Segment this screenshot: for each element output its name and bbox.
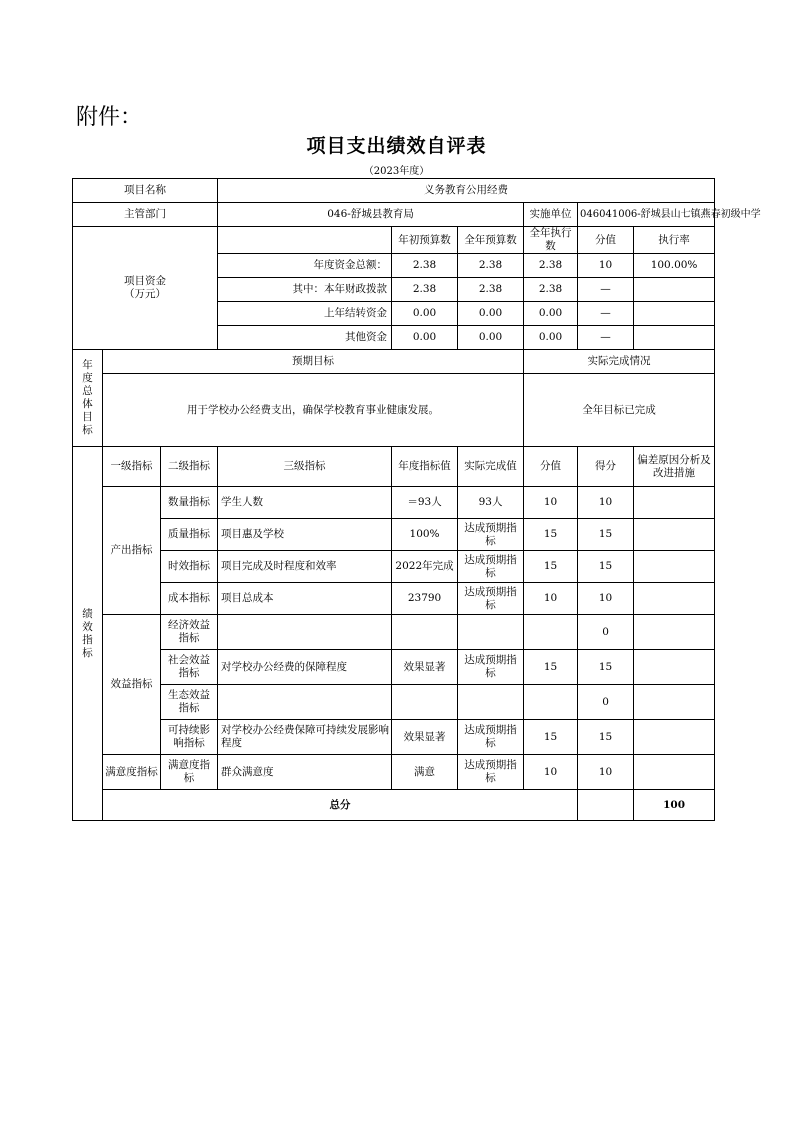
actual-value: 93人 — [458, 487, 524, 519]
indicator-row — [73, 583, 715, 615]
target-value: 效果显著 — [392, 720, 458, 755]
deviation — [634, 685, 715, 720]
goal-header-row — [73, 350, 715, 374]
level3: 对学校办公经费保障可持续发展影响程度 — [218, 720, 392, 755]
funds-row-score-value: — — [578, 326, 634, 350]
indicator-label-char: 指 — [82, 633, 93, 646]
funds-row-exec: 2.38 — [524, 278, 578, 302]
total-score-value: 100 — [634, 790, 715, 821]
target-value: 23790 — [392, 583, 458, 615]
target-value: 满意 — [392, 755, 458, 790]
actual-value: 达成预期指标 — [458, 755, 524, 790]
funds-row-label: 上年结转资金 — [218, 302, 392, 326]
target-value: 100% — [392, 519, 458, 551]
impl-value: 046041006-舒城县山七镇燕春初级中学 — [578, 203, 715, 227]
indicator-row — [73, 720, 715, 755]
indicator-header-row — [73, 447, 715, 487]
funds-label-line2: （万元） — [124, 288, 167, 300]
header-score-value: 分值 — [524, 447, 578, 487]
deviation — [634, 487, 715, 519]
funds-row-label: 其他资金 — [218, 326, 392, 350]
funds-row-exec: 2.38 — [524, 254, 578, 278]
funds-row-annual: 0.00 — [458, 302, 524, 326]
score: 10 — [578, 583, 634, 615]
output-indicator-label: 产出指标 — [103, 487, 161, 615]
funds-header-score-value: 分值 — [578, 227, 634, 254]
deviation — [634, 519, 715, 551]
level3: 项目惠及学校 — [218, 519, 392, 551]
level3: 项目完成及时程度和效率 — [218, 551, 392, 583]
level3 — [218, 685, 392, 720]
expected-goal-text: 用于学校办公经费支出，确保学校教育事业健康发展。 — [103, 374, 524, 447]
target-value — [392, 615, 458, 650]
indicator-label-char: 效 — [82, 620, 93, 633]
funds-row-annual: 0.00 — [458, 326, 524, 350]
level2: 时效指标 — [161, 551, 218, 583]
funds-header-annual: 全年预算数 — [458, 227, 524, 254]
dept-label: 主管部门 — [73, 203, 218, 227]
score-value: 10 — [524, 755, 578, 790]
project-name-row — [73, 179, 715, 203]
goal-content-row — [73, 374, 715, 447]
indicator-row — [73, 551, 715, 583]
score-value: 10 — [524, 583, 578, 615]
funds-row-rate — [634, 278, 715, 302]
funds-row-label: 年度资金总额： — [218, 254, 392, 278]
funds-header-init: 年初预算数 — [392, 227, 458, 254]
score: 10 — [578, 487, 634, 519]
indicator-row — [73, 650, 715, 685]
funds-row-annual: 2.38 — [458, 254, 524, 278]
score-value: 15 — [524, 720, 578, 755]
level2: 生态效益指标 — [161, 685, 218, 720]
score-value: 15 — [524, 650, 578, 685]
goal-label-char: 标 — [82, 424, 93, 436]
funds-row-annual: 2.38 — [458, 278, 524, 302]
funds-header-row — [73, 227, 715, 254]
funds-header-rate: 执行率 — [634, 227, 715, 254]
level2: 社会效益指标 — [161, 650, 218, 685]
goal-label-char: 年 — [82, 359, 93, 371]
goal-label-char: 度 — [82, 372, 93, 384]
deviation — [634, 615, 715, 650]
score-value: 10 — [524, 487, 578, 519]
score-value: 15 — [524, 519, 578, 551]
funds-row-exec: 0.00 — [524, 326, 578, 350]
impl-label: 实施单位 — [524, 203, 578, 227]
total-label: 总分 — [103, 790, 578, 821]
funds-row-score-value: — — [578, 278, 634, 302]
total-row — [73, 790, 715, 821]
header-actual: 实际完成值 — [458, 447, 524, 487]
funds-row-label: 其中：本年财政拨款 — [218, 278, 392, 302]
indicator-section-label — [73, 447, 103, 821]
actual-value — [458, 615, 524, 650]
satisfaction-indicator-label: 满意度指标 — [103, 755, 161, 790]
funds-row-rate — [634, 302, 715, 326]
actual-value: 达成预期指标 — [458, 519, 524, 551]
deviation — [634, 551, 715, 583]
indicator-label-char: 标 — [82, 646, 93, 659]
level2: 成本指标 — [161, 583, 218, 615]
indicator-row — [73, 519, 715, 551]
goal-label-char: 目 — [82, 411, 93, 423]
level2: 满意度指标 — [161, 755, 218, 790]
year-label: （2023年度） — [363, 166, 430, 177]
attachment-label: 附件： — [76, 105, 143, 130]
level3: 学生人数 — [218, 487, 392, 519]
funds-row-exec: 0.00 — [524, 302, 578, 326]
target-value: 2022年完成 — [392, 551, 458, 583]
header-deviation: 偏差原因分析及改进措施 — [634, 447, 715, 487]
goal-section-label — [73, 350, 103, 447]
expected-goal-label: 预期目标 — [103, 350, 524, 374]
level3 — [218, 615, 392, 650]
total-blank — [578, 790, 634, 821]
score: 15 — [578, 519, 634, 551]
funds-label-line1: 项目资金 — [124, 275, 167, 287]
level3: 项目总成本 — [218, 583, 392, 615]
deviation — [634, 720, 715, 755]
funds-header-blank — [218, 227, 392, 254]
deviation — [634, 650, 715, 685]
goal-label-char: 体 — [82, 398, 93, 410]
funds-row-rate: 100.00% — [634, 254, 715, 278]
actual-value: 达成预期指标 — [458, 551, 524, 583]
header-level1: 一级指标 — [103, 447, 161, 487]
indicator-row — [73, 755, 715, 790]
score: 15 — [578, 551, 634, 583]
funds-row-rate — [634, 326, 715, 350]
indicator-row — [73, 615, 715, 650]
funds-label — [73, 227, 218, 350]
level2: 可持续影响指标 — [161, 720, 218, 755]
actual-completion-label: 实际完成情况 — [524, 350, 715, 374]
target-value — [392, 685, 458, 720]
page-title: 项目支出绩效自评表 — [306, 135, 487, 157]
score: 15 — [578, 720, 634, 755]
funds-row-init: 2.38 — [392, 278, 458, 302]
score: 15 — [578, 650, 634, 685]
header-target: 年度指标值 — [392, 447, 458, 487]
level2: 数量指标 — [161, 487, 218, 519]
header-level3: 三级指标 — [218, 447, 392, 487]
funds-row-score-value: 10 — [578, 254, 634, 278]
funds-header-exec: 全年执行数 — [524, 227, 578, 254]
level2: 经济效益指标 — [161, 615, 218, 650]
funds-row-score-value: — — [578, 302, 634, 326]
score-value: 15 — [524, 551, 578, 583]
target-value: 效果显著 — [392, 650, 458, 685]
benefit-indicator-label: 效益指标 — [103, 615, 161, 755]
actual-value: 达成预期指标 — [458, 583, 524, 615]
deviation — [634, 583, 715, 615]
funds-row-init: 0.00 — [392, 326, 458, 350]
funds-row-init: 0.00 — [392, 302, 458, 326]
actual-completion-text: 全年目标已完成 — [524, 374, 715, 447]
score: 0 — [578, 615, 634, 650]
project-name-value: 义务教育公用经费 — [218, 179, 715, 203]
indicator-row — [73, 487, 715, 519]
score: 0 — [578, 685, 634, 720]
target-value: ＝93人 — [392, 487, 458, 519]
header-level2: 二级指标 — [161, 447, 218, 487]
level3: 对学校办公经费的保障程度 — [218, 650, 392, 685]
project-name-label: 项目名称 — [73, 179, 218, 203]
score: 10 — [578, 755, 634, 790]
score-value — [524, 685, 578, 720]
header-score: 得分 — [578, 447, 634, 487]
funds-row-init: 2.38 — [392, 254, 458, 278]
dept-value: 046-舒城县教育局 — [218, 203, 524, 227]
actual-value: 达成预期指标 — [458, 650, 524, 685]
level3: 群众满意度 — [218, 755, 392, 790]
deviation — [634, 755, 715, 790]
indicator-row — [73, 685, 715, 720]
actual-value: 达成预期指标 — [458, 720, 524, 755]
indicator-label-char: 绩 — [82, 607, 93, 620]
score-value — [524, 615, 578, 650]
actual-value — [458, 685, 524, 720]
dept-row — [73, 203, 715, 227]
self-evaluation-table — [72, 178, 761, 821]
level2: 质量指标 — [161, 519, 218, 551]
goal-label-char: 总 — [82, 385, 93, 397]
